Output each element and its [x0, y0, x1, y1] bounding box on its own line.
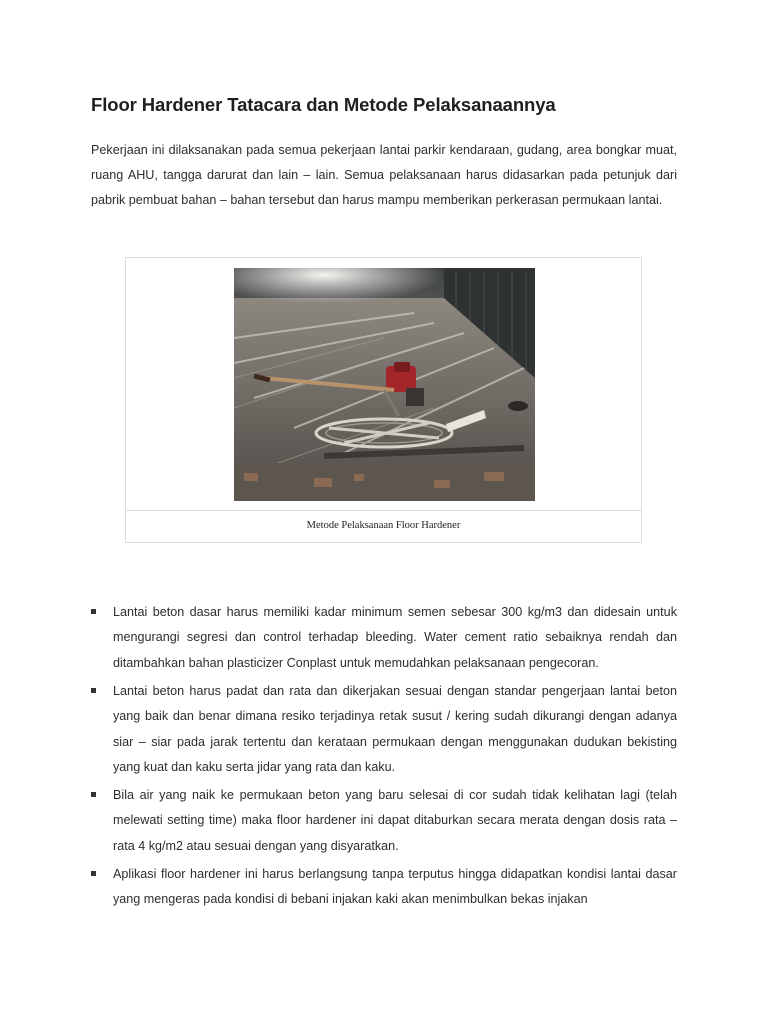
- intro-paragraph: Pekerjaan ini dilaksanakan pada semua pekerjaan lantai parkir kendaraan, gudang, area bongkar muat, ruang AHU, tangga darurat dan lain – lain. Semua pelaksanaan harus didasarkan pada petunjuk dari pabrik pembuat bahan – bahan tersebut dan harus mampu memberikan perkerasan permukaan lantai.: [91, 143, 677, 207]
- figure-divider: [126, 510, 641, 511]
- square-bullet-icon: [91, 688, 96, 693]
- list-item-text: Lantai beton harus padat dan rata dan dikerjakan sesuai dengan standar pengerjaan lantai beton yang baik dan benar dimana resiko terjadinya retak susut / kering sudah dikurangi dengan adanya siar – siar pada jarak tertentu dan kerataan permukaan dengan menggunakan dudukan bekisting yang kuat dan kaku serta jidar yang rata dan kaku.: [113, 683, 677, 774]
- bullet-list: [91, 600, 677, 915]
- figure: [125, 257, 642, 543]
- square-bullet-icon: [91, 871, 96, 876]
- list-item-text: Lantai beton dasar harus memiliki kadar minimum semen sebesar 300 kg/m3 dan didesain untuk mengurangi segresi dan control terhadap bleeding. Water cement ratio sebaiknya rendah dan ditambahkan bahan plasticizer Conplast untuk memudahkan pelaksanaan pengecoran.: [113, 605, 677, 670]
- list-item-text: Bila air yang naik ke permukaan beton yang baru selesai di cor sudah tidak kelihatan lagi (telah melewati setting time) maka floor hardener ini dapat ditaburkan secara merata dengan dosis rata – rata 4 kg/m2 atau sesuai dengan yang disyaratkan.: [113, 787, 677, 853]
- square-bullet-icon: [91, 792, 96, 797]
- figure-caption: Metode Pelaksanaan Floor Hardener: [306, 520, 461, 531]
- list-item: [91, 600, 677, 676]
- floor-hardener-photo: [234, 268, 535, 501]
- list-item: [91, 862, 677, 913]
- page-title: Floor Hardener Tatacara dan Metode Pelaksanaannya: [91, 94, 556, 115]
- square-bullet-icon: [91, 609, 96, 614]
- list-item-text: Aplikasi floor hardener ini harus berlangsung tanpa terputus hingga didapatkan kondisi lantai dasar yang mengeras pada kondisi di bebani injakan kaki akan menimbulkan bekas injakan: [113, 866, 677, 906]
- list-item: [91, 783, 677, 859]
- list-item: [91, 679, 677, 781]
